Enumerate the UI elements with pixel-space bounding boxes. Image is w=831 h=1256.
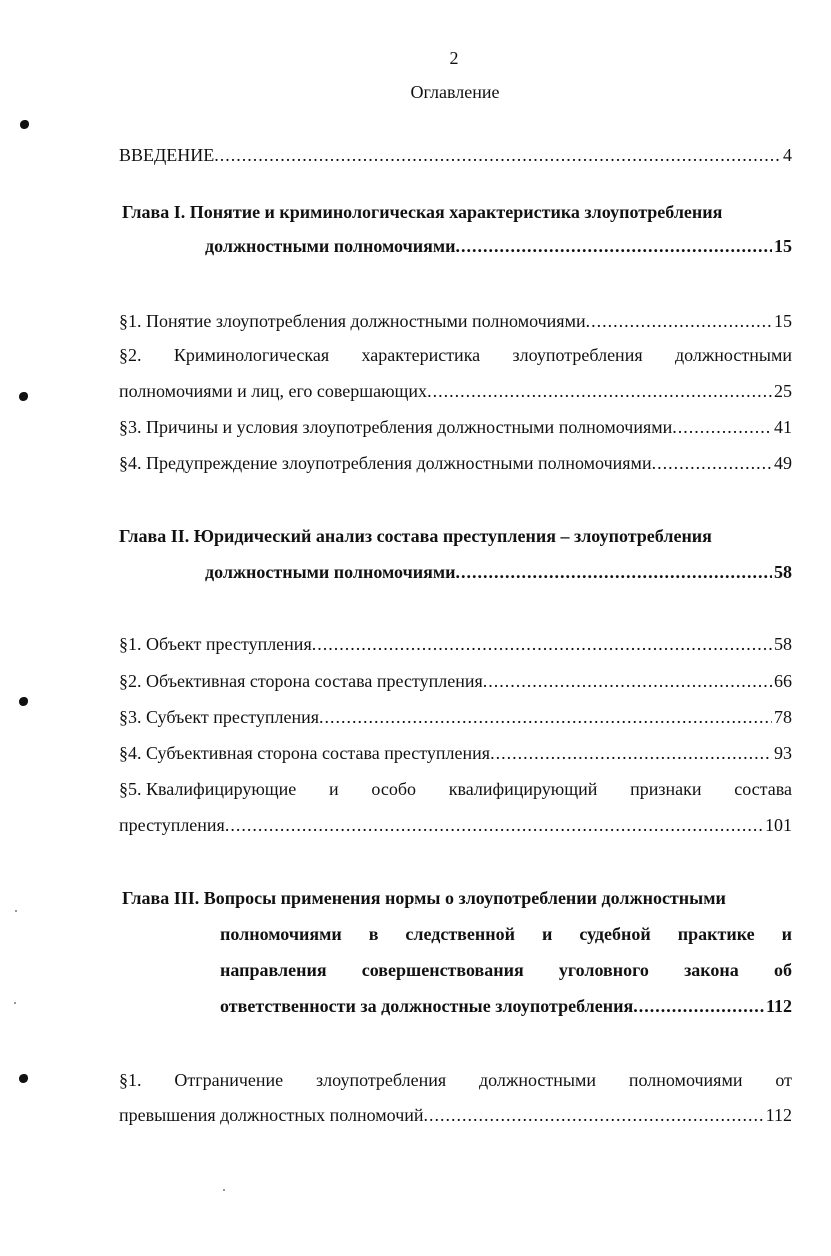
toc-title: Оглавление (410, 82, 500, 102)
toc-entry-page: 112 (765, 1105, 792, 1125)
word: судебной (579, 924, 651, 944)
binding-hole-mark (19, 1074, 28, 1083)
dot-leader (652, 451, 772, 475)
toc-entry-page: 4 (783, 145, 792, 165)
word: от (775, 1070, 792, 1090)
word: в (368, 924, 379, 944)
toc-entry-ch3-s1-line2[interactable] (119, 1103, 792, 1127)
toc-entry-ch2-s4[interactable] (119, 741, 792, 765)
dot-leader (424, 1103, 764, 1127)
dot-leader (427, 379, 772, 403)
dot-leader (490, 741, 772, 765)
toc-entry-ch1-s3[interactable] (119, 415, 792, 439)
chapter-heading-text: ответственности за должностные злоупотребления (220, 996, 634, 1016)
chapter-3-heading-line1[interactable]: Глава III. Вопросы применения нормы о злоупотреблении должностными (122, 888, 726, 908)
toc-entry-label: ВВЕДЕНИЕ (119, 145, 215, 165)
dot-leader (672, 415, 772, 439)
word: характеристика (361, 345, 481, 365)
word: об (773, 960, 792, 980)
chapter-2-heading-line2[interactable] (205, 560, 792, 584)
dot-leader (483, 669, 772, 693)
word: и (329, 779, 339, 799)
toc-entry-ch3-s1-line1[interactable] (119, 1068, 792, 1092)
toc-entry-page: 49 (774, 453, 792, 473)
word: и (541, 924, 553, 944)
word: направления (220, 960, 327, 980)
toc-entry-page: 93 (774, 743, 792, 763)
toc-entry-ch1-s4[interactable] (119, 451, 792, 475)
chapter-1-heading-line1[interactable]: Глава I. Понятие и криминологическая характеристика злоупотребления (122, 202, 723, 222)
toc-entry-ch2-s3[interactable] (119, 705, 792, 729)
word: уголовного (558, 960, 649, 980)
toc-entry-label: полномочиями и лиц, его совершающих (119, 381, 428, 401)
word: совершенствования (361, 960, 524, 980)
word: полномочиями (628, 1070, 743, 1090)
chapter-page: 58 (774, 562, 792, 582)
chapter-3-heading-line4[interactable] (220, 994, 792, 1018)
dot-leader (586, 309, 772, 333)
scan-speck (15, 910, 17, 912)
binding-hole-mark (20, 120, 29, 129)
chapter-2-heading-line1[interactable]: Глава II. Юридический анализ состава преступления – злоупотребления (119, 526, 712, 546)
binding-hole-mark (19, 392, 28, 401)
toc-entry-label: §1. Понятие злоупотребления должностными полномочиями (119, 311, 586, 331)
chapter-page: 112 (765, 996, 792, 1016)
page-number: 2 (449, 48, 459, 68)
word: Криминологическая (173, 345, 330, 365)
chapter-1-heading-line2[interactable] (205, 234, 792, 258)
dot-leader (214, 143, 781, 167)
dot-leader (456, 234, 773, 258)
word: особо (371, 779, 416, 799)
toc-entry-page: 66 (774, 671, 792, 691)
toc-entry-label: §4. Субъективная сторона состава преступления (119, 743, 491, 763)
word: §5. Квалифицирующие (119, 779, 297, 799)
toc-entry-label: §4. Предупреждение злоупотребления должностными полномочиями (119, 453, 652, 473)
toc-entry-label: §3. Причины и условия злоупотребления должностными полномочиями (119, 417, 673, 437)
toc-entry-label: §1. Объект преступления (119, 634, 312, 654)
toc-entry-ch2-s2[interactable] (119, 669, 792, 693)
dot-leader (225, 813, 763, 837)
chapter-3-heading-line3[interactable] (220, 958, 792, 982)
toc-entry-page: 15 (774, 311, 792, 331)
toc-entry-page: 58 (774, 634, 792, 654)
toc-entry-page: 101 (765, 815, 792, 835)
toc-entry-ch1-s2-line2[interactable] (119, 379, 792, 403)
word: практике (677, 924, 755, 944)
toc-entry-intro[interactable] (119, 143, 792, 167)
toc-entry-label: §3. Субъект преступления (119, 707, 320, 727)
toc-entry-page: 41 (774, 417, 792, 437)
word: Отграничение (174, 1070, 284, 1090)
word: должностными (674, 345, 792, 365)
word: закона (684, 960, 739, 980)
toc-entry-label: преступления (119, 815, 225, 835)
chapter-page: 15 (774, 236, 792, 256)
dot-leader (456, 560, 773, 584)
toc-entry-label: превышения должностных полномочий (119, 1105, 424, 1125)
word: признаки (630, 779, 702, 799)
word: должностными (479, 1070, 597, 1090)
word: состава (734, 779, 792, 799)
toc-entry-label: §2. Объективная сторона состава преступления (119, 671, 483, 691)
word: квалифицирующий (448, 779, 598, 799)
word: следственной (405, 924, 515, 944)
toc-entry-page: 25 (774, 381, 792, 401)
toc-entry-ch1-s1[interactable] (119, 309, 792, 333)
toc-entry-ch2-s5-line2[interactable] (119, 813, 792, 837)
binding-hole-mark (19, 697, 28, 706)
dot-leader (319, 705, 772, 729)
word: §1. (119, 1070, 142, 1090)
word: полномочиями (220, 924, 342, 944)
word: злоупотребления (316, 1070, 447, 1090)
chapter-3-heading-line2[interactable] (220, 922, 792, 946)
toc-entry-ch2-s1[interactable] (119, 632, 792, 656)
word: и (781, 924, 792, 944)
toc-entry-page: 78 (774, 707, 792, 727)
dot-leader (633, 994, 764, 1018)
scan-speck (14, 1002, 16, 1004)
scan-speck (223, 1189, 225, 1191)
word: §2. (119, 345, 142, 365)
dot-leader (312, 632, 772, 656)
toc-entry-ch1-s2-line1[interactable] (119, 343, 792, 367)
word: злоупотребления (512, 345, 643, 365)
toc-entry-ch2-s5-line1[interactable] (119, 777, 792, 801)
chapter-heading-text: должностными полномочиями (205, 562, 456, 582)
chapter-heading-text: должностными полномочиями (205, 236, 456, 256)
